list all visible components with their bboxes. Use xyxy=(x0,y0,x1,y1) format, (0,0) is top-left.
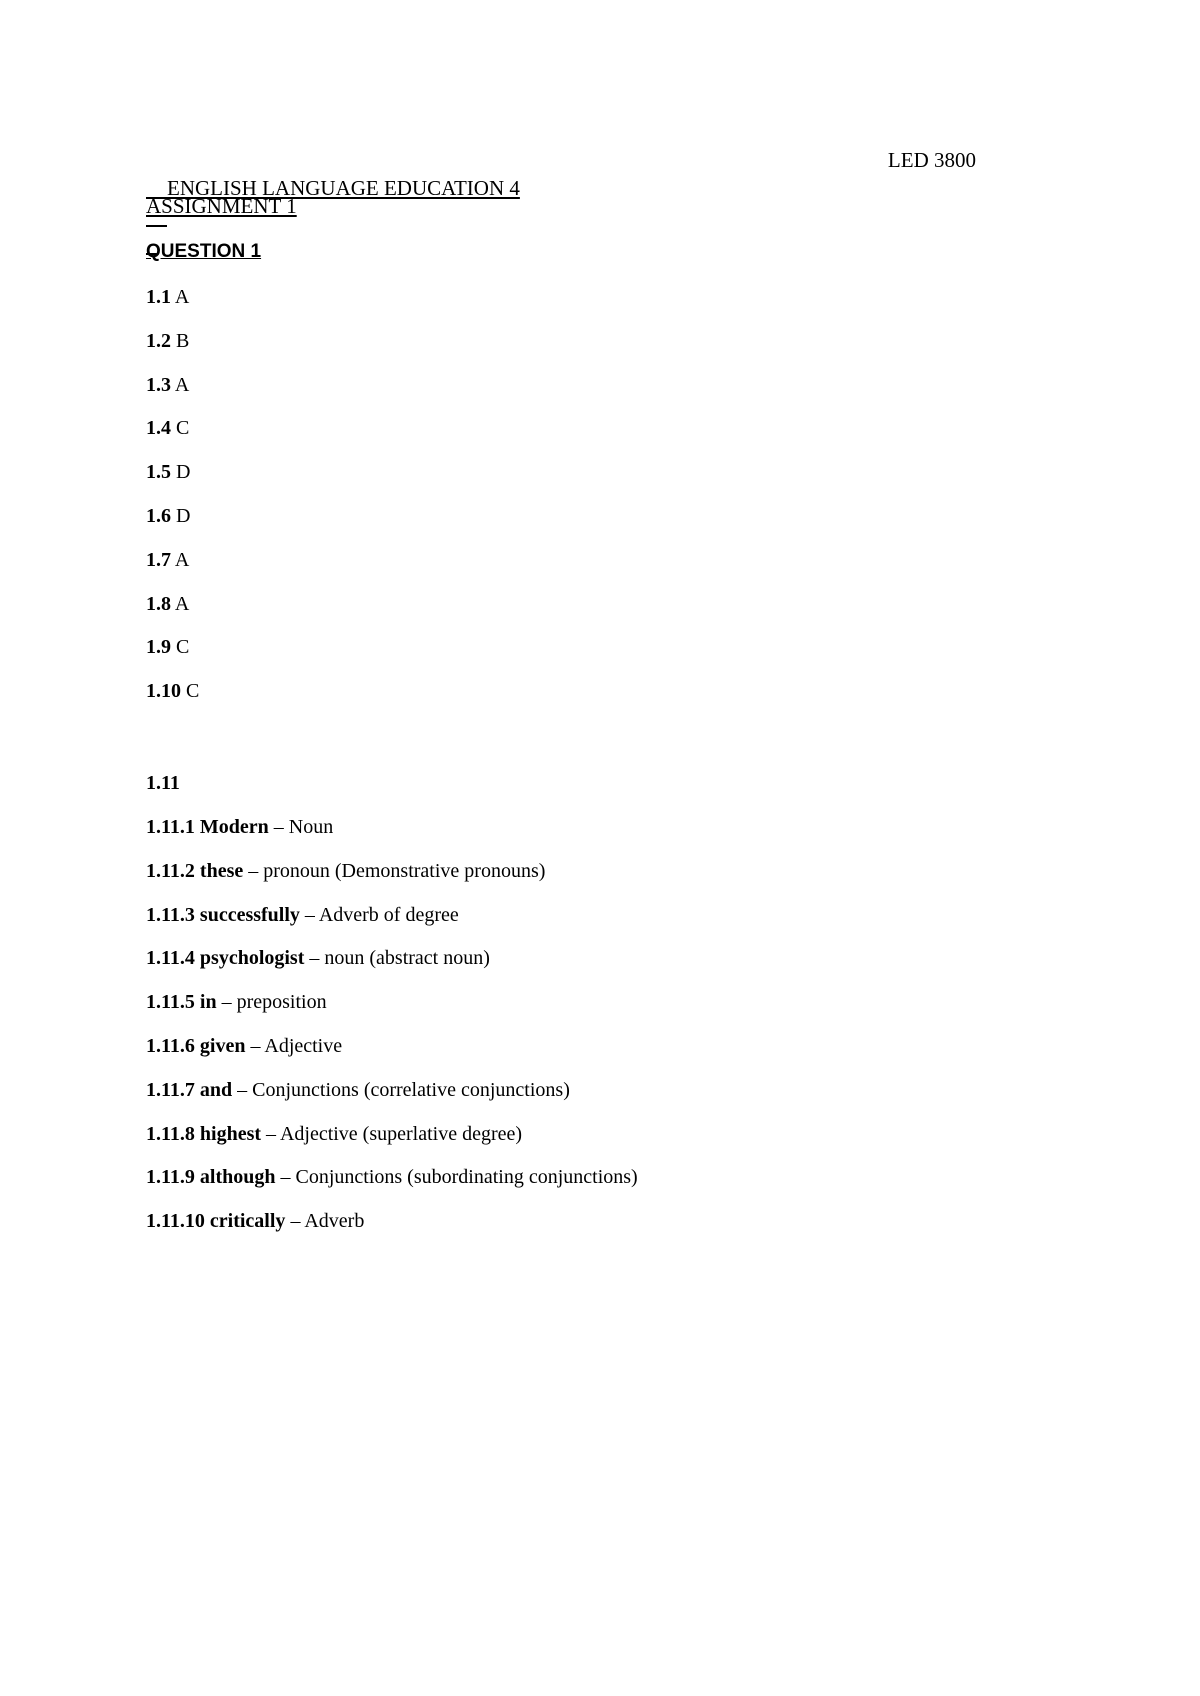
item-word: in xyxy=(199,991,217,1014)
pos-item: 1.11.2 these – pronoun (Demonstrative pronouns) xyxy=(146,859,546,882)
item-number: 1.11.8 xyxy=(146,1122,195,1145)
pos-item: 1.11.5 in – preposition xyxy=(146,991,327,1014)
parts-of-speech-list xyxy=(146,813,638,1251)
answer-number: 1.10 xyxy=(146,680,181,703)
pos-item: 1.11.10 critically – Adverb xyxy=(146,1210,365,1233)
item-part-of-speech: Adverb of degree xyxy=(318,903,459,926)
item-number: 1.11.4 xyxy=(146,947,195,970)
course-code: LED 3800 xyxy=(887,148,976,172)
item-word: Modern xyxy=(199,816,269,838)
answer-choice: A xyxy=(174,373,190,396)
answer-choice: A xyxy=(174,286,190,308)
item-number: 1.11.6 xyxy=(146,1034,195,1057)
pos-item: 1.11.6 given – Adjective xyxy=(146,1034,343,1057)
item-part-of-speech: Adverb xyxy=(304,1210,365,1233)
item-number: 1.11.2 xyxy=(146,859,195,882)
answer-item xyxy=(146,633,199,677)
item-word: psychologist xyxy=(199,947,305,970)
item-number: 1.11.1 xyxy=(146,816,195,838)
answer-choice: C xyxy=(176,636,190,659)
item-word: and xyxy=(199,1078,233,1101)
item-word: highest xyxy=(199,1122,262,1145)
answer-choice: B xyxy=(176,329,190,352)
section-heading: 1.11 xyxy=(146,772,180,794)
answer-number: 1.6 xyxy=(146,504,171,527)
answer-item xyxy=(146,546,199,590)
answer-item xyxy=(146,327,199,371)
answer-number: 1.9 xyxy=(146,636,171,659)
question-title: QUESTION 1 xyxy=(146,241,262,262)
answer-item xyxy=(146,458,199,502)
answer-number: 1.4 xyxy=(146,417,171,440)
item-part-of-speech: noun (abstract noun) xyxy=(324,947,490,970)
pos-item: 1.11.3 successfully – Adverb of degree xyxy=(146,903,459,926)
pos-item: 1.11.7 and – Conjunctions (correlative conjunctions) xyxy=(146,1078,570,1101)
pos-item: 1.11.4 psychologist – noun (abstract noun) xyxy=(146,947,490,970)
answer-item xyxy=(146,590,199,634)
item-number: 1.11.7 xyxy=(146,1078,195,1101)
item-word: given xyxy=(199,1034,246,1057)
answer-item xyxy=(146,677,199,721)
item-part-of-speech: Noun xyxy=(288,816,334,838)
answer-choice: A xyxy=(174,548,190,571)
answer-number: 1.3 xyxy=(146,373,171,396)
answer-number: 1.7 xyxy=(146,548,171,571)
item-word: critically xyxy=(209,1210,286,1233)
answer-choice: A xyxy=(174,592,190,615)
item-word: although xyxy=(199,1166,276,1189)
answer-item xyxy=(146,502,199,546)
answer-item xyxy=(146,283,199,327)
answer-choice: C xyxy=(176,417,190,440)
item-part-of-speech: Adjective xyxy=(264,1034,343,1057)
pos-item: 1.11.1 Modern – Noun xyxy=(146,816,334,838)
item-part-of-speech: Conjunctions (subordinating conjunctions) xyxy=(295,1166,638,1189)
answer-number: 1.1 xyxy=(146,286,171,308)
item-word: these xyxy=(199,859,244,882)
item-number: 1.11.3 xyxy=(146,903,195,926)
item-number: 1.11.10 xyxy=(146,1210,205,1233)
answer-number: 1.5 xyxy=(146,461,171,484)
pos-item: 1.11.8 highest – Adjective (superlative degree) xyxy=(146,1122,523,1145)
answer-number: 1.2 xyxy=(146,329,171,352)
answer-item xyxy=(146,371,199,415)
item-word: successfully xyxy=(199,903,300,926)
answer-choice: C xyxy=(186,680,200,703)
assignment-title: ASSIGNMENT 1 xyxy=(146,194,297,218)
answer-choice: D xyxy=(176,504,191,527)
item-part-of-speech: preposition xyxy=(236,991,327,1014)
item-part-of-speech: Adjective (superlative degree) xyxy=(279,1122,523,1145)
pos-item: 1.11.9 although – Conjunctions (subordinating conjunctions) xyxy=(146,1166,638,1189)
answer-number: 1.8 xyxy=(146,592,171,615)
item-part-of-speech: Conjunctions (correlative conjunctions) xyxy=(252,1078,570,1101)
course-title: ENGLISH LANGUAGE EDUCATION 4 xyxy=(167,176,520,200)
answer-choice: D xyxy=(176,461,191,484)
item-part-of-speech: pronoun (Demonstrative pronouns) xyxy=(263,859,546,882)
item-number: 1.11.9 xyxy=(146,1166,195,1189)
item-number: 1.11.5 xyxy=(146,991,195,1014)
answer-list xyxy=(146,283,199,721)
answer-item xyxy=(146,414,199,458)
